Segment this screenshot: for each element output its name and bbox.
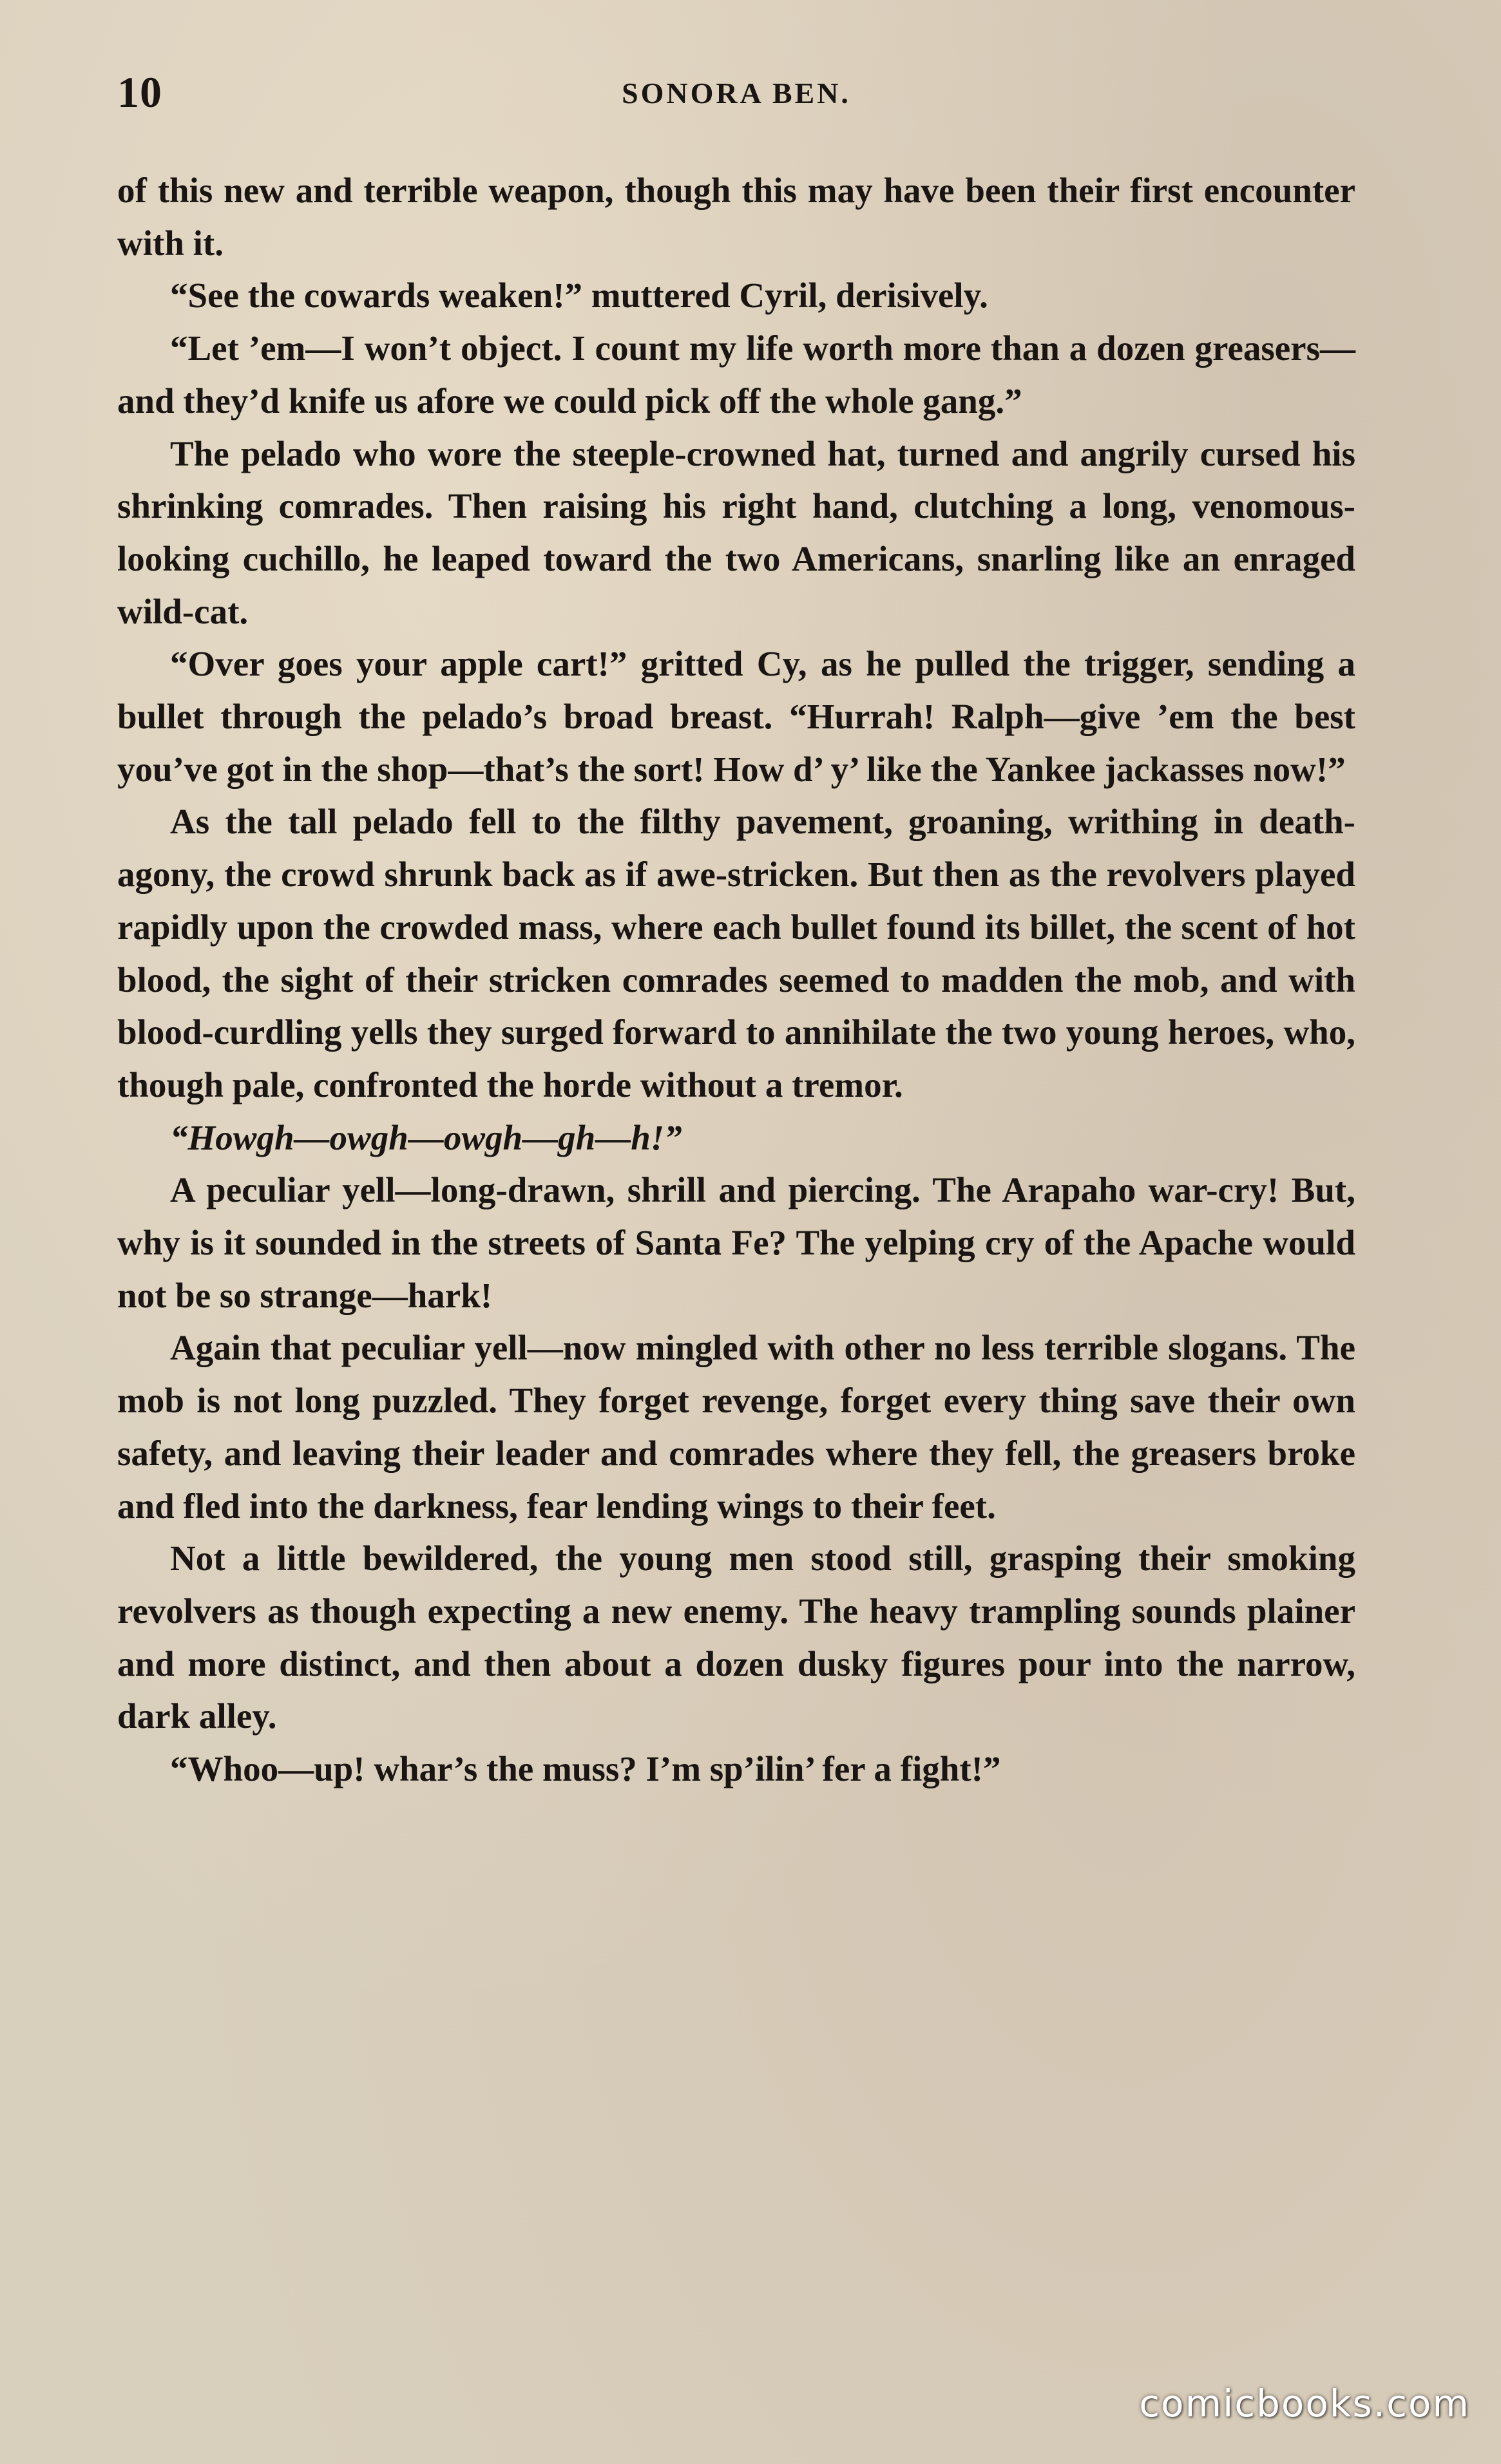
page-header (117, 67, 1355, 125)
watermark: comicbooks.com (1139, 2382, 1470, 2425)
page-number: 10 (117, 68, 162, 117)
paragraph: “Let ’em—I won’t object. I count my life worth more than a dozen greasers—and they’d knife us afore we could pick off the whole gang.” (117, 328, 1355, 421)
paragraph: “Over goes your apple cart!” gritted Cy, as he pulled the trigger, sending a bullet through the pelado’s broad breast. “Hurrah! Ralph—give ’em the best you’ve got in the shop—that’s the sort! How d’ y’ like the Yankee jackasses now!” (117, 644, 1355, 789)
paragraph-continued: of this new and terrible weapon, though this may have been their first encounter with it. (117, 171, 1355, 263)
paragraph: Again that peculiar yell—now mingled with other no less terrible slogans. The mob is not long puzzled. They forget revenge, forget every thing save their own safety, and leaving their leader and comrades where they fell, the greasers broke and fled into the darkness, fear lending wings to their feet. (117, 1328, 1355, 1526)
paragraph: “See the cowards weaken!” muttered Cyril, derisively. (170, 276, 988, 316)
text-body (117, 164, 1355, 1796)
paragraph-war-cry: “Howgh—owgh—owgh—gh—h!” (170, 1117, 682, 1157)
running-title: SONORA BEN. (622, 77, 851, 109)
paragraph: “Whoo—up! whar’s the muss? I’m sp’ilin’ fer a fight!” (170, 1749, 1001, 1789)
paragraph: As the tall pelado fell to the filthy pavement, groaning, writhing in death-agony, the crowd shrunk back as if awe-stricken. But then as the revolvers played rapidly upon the crowded mass, where each bullet found its billet, the scent of hot blood, the sight of their stricken comrades seemed to madden the mob, and with blood-curdling yells they surged forward to annihilate the two young heroes, who, though pale, confronted the horde without a tremor. (117, 802, 1355, 1104)
paragraph: A peculiar yell—long-drawn, shrill and piercing. The Arapaho war-cry! But, why is it sounded in the streets of Santa Fe? The yelping cry of the Apache would not be so strange—hark! (117, 1170, 1355, 1315)
paragraph: The pelado who wore the steeple-crowned hat, turned and angrily cursed his shrinking comrades. Then raising his right hand, clutching a long, venomous-looking cuchillo, he leaped toward the two Americans, snarling like an enraged wild-cat. (117, 433, 1355, 631)
paragraph: Not a little bewildered, the young men stood still, grasping their smoking revolvers as though expecting a new enemy. The heavy trampling sounds plainer and more distinct, and then about a dozen dusky figures pour into the narrow, dark alley. (117, 1539, 1355, 1736)
